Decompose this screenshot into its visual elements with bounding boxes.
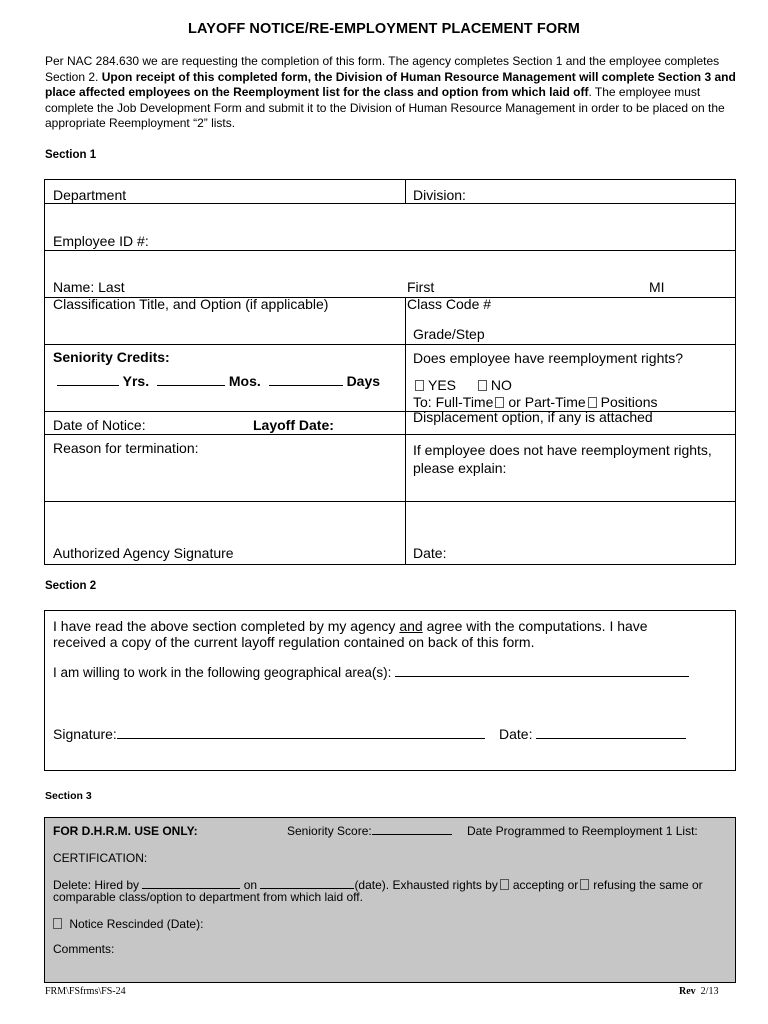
days-blank[interactable] [269, 384, 343, 386]
acknowledgement-line-2: received a copy of the current layoff regulation contained on back of this form. [53, 634, 535, 650]
no-label: NO [490, 377, 512, 393]
divider [45, 501, 405, 502]
notice-rescinded-row [51, 917, 203, 931]
employee-date-label: Date: [499, 726, 533, 742]
intro-paragraph [45, 54, 745, 132]
employee-date-row [499, 726, 686, 742]
accepting-checkbox[interactable] [500, 879, 509, 890]
notice-rescinded-checkbox[interactable] [53, 918, 62, 929]
accepting-label: accepting or [512, 878, 579, 892]
first-name-label: First [407, 279, 435, 295]
years-label: Yrs. [122, 373, 150, 389]
rev-label: Rev [679, 986, 696, 997]
explain-label-2: please explain: [413, 460, 507, 476]
part-time-label: or Part-Time [508, 394, 586, 410]
signature-date-label: Date: [413, 545, 447, 561]
geo-area-row [53, 665, 689, 680]
column-divider [405, 297, 406, 564]
certification-label: CERTIFICATION: [53, 851, 148, 865]
divider [45, 250, 735, 251]
form-id: FRM\FSfrms\FS-24 [45, 986, 126, 997]
revision [679, 986, 718, 997]
notice-rescinded-label: Notice Rescinded (Date): [69, 917, 204, 931]
section3-heading: Section 3 [45, 790, 92, 802]
on-label: on [243, 878, 258, 892]
yes-checkbox[interactable] [415, 380, 424, 391]
ack-text-post: agree with the computations. I have [422, 618, 648, 634]
name-last-label: Name: Last [53, 279, 125, 295]
no-checkbox[interactable] [478, 380, 487, 391]
grade-step-label: Grade/Step [413, 326, 485, 342]
seniority-score-label: Seniority Score: [287, 824, 372, 838]
seniority-score-field[interactable] [372, 833, 452, 835]
seniority-score-row [287, 824, 452, 838]
dhrm-only-label: FOR D.H.R.M. USE ONLY: [53, 824, 198, 838]
divider [45, 434, 735, 435]
ack-text-and: and [399, 618, 423, 634]
positions-label: Positions [600, 394, 658, 410]
classification-label: Classification Title, and Option (if applicable) [53, 296, 329, 312]
geo-area-field[interactable] [395, 675, 689, 677]
displacement-label: Displacement option, if any is attached [413, 409, 653, 425]
middle-initial-label: MI [649, 279, 665, 295]
section1-box [44, 179, 736, 565]
employee-signature-field[interactable] [117, 737, 485, 739]
divider [45, 203, 735, 204]
authorized-signature-label: Authorized Agency Signature [53, 545, 234, 561]
comments-label: Comments: [53, 942, 115, 956]
intro-text-2: . The employee must complete the Job Development Form and submit it to the Division of Human Resource Management in order to be placed on the appropriate Reemployment “2” lists. [45, 85, 725, 130]
signature-row [53, 726, 485, 742]
seniority-credits-label: Seniority Credits: [53, 349, 170, 365]
division-label: Division: [413, 187, 466, 203]
yes-label: YES [428, 377, 457, 393]
exhausted-rights-label: (date). Exhausted rights by [354, 878, 498, 892]
rev-date: 2/13 [700, 986, 719, 997]
years-blank[interactable] [57, 384, 119, 386]
form-title: LAYOFF NOTICE/RE-EMPLOYMENT PLACEMENT FORM [188, 21, 580, 37]
explain-label-1: If employee does not have reemployment rights, [413, 442, 712, 458]
layoff-date-label: Layoff Date: [253, 417, 334, 433]
divider [45, 344, 735, 345]
reason-termination-label: Reason for termination: [53, 440, 199, 456]
section1-heading: Section 1 [45, 149, 97, 161]
employee-id-label: Employee ID #: [53, 233, 149, 249]
intro-bold-text: Upon receipt of this completed form, the Division of Human Resource Management will complete Section 3 and place affected employees on the Reemployment list for the class and option from which laid off [45, 69, 736, 99]
hired-date-field[interactable] [260, 887, 354, 889]
intro-text-1: Per NAC 284.630 we are requesting the completion of this form. The agency completes Section 1 and the employee completes Section 2. [45, 54, 720, 84]
position-type-options [413, 394, 657, 410]
months-label: Mos. [228, 373, 261, 389]
hired-by-field[interactable] [142, 887, 240, 889]
section2-heading: Section 2 [45, 580, 97, 592]
full-time-checkbox[interactable] [495, 397, 504, 408]
days-label: Days [346, 373, 381, 389]
refusing-label: refusing the same or [593, 878, 703, 892]
department-label: Department [53, 187, 127, 203]
months-blank[interactable] [157, 384, 225, 386]
seniority-credits-fields [57, 373, 380, 389]
geo-area-label: I am willing to work in the following geographical area(s): [53, 665, 392, 680]
section3-box [44, 817, 736, 983]
employee-date-field[interactable] [536, 737, 686, 739]
employee-signature-label: Signature: [53, 726, 117, 742]
reemployment-question: Does employee have reemployment rights? [413, 350, 684, 366]
delete-hired-by-label: Delete: Hired by [53, 878, 140, 892]
ack-text-pre: I have read the above section completed by my agency [53, 618, 400, 634]
reemployment-options [413, 377, 512, 393]
part-time-checkbox[interactable] [588, 397, 597, 408]
comparable-class-label: comparable class/option to department from which laid off. [53, 890, 363, 904]
refusing-checkbox[interactable] [580, 879, 589, 890]
divider [405, 501, 735, 502]
full-time-label: To: Full-Time [413, 394, 494, 410]
acknowledgement-line-1 [53, 618, 648, 634]
section2-box [44, 610, 736, 771]
column-divider [405, 180, 406, 203]
date-of-notice-label: Date of Notice: [53, 417, 146, 433]
class-code-label: Class Code # [407, 296, 492, 312]
date-programmed-label: Date Programmed to Reemployment 1 List: [467, 824, 698, 838]
